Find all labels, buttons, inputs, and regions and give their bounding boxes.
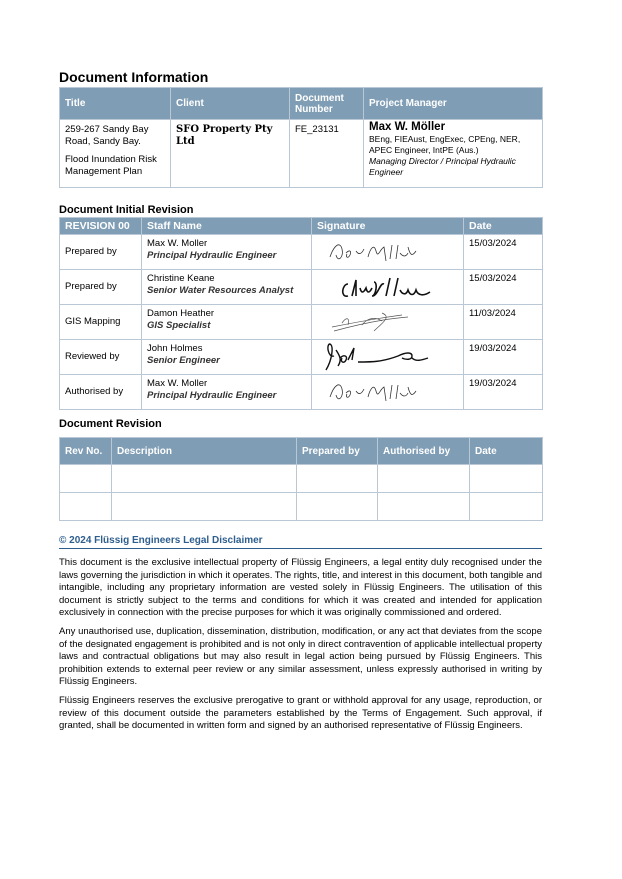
disclaimer-paragraph: Flüssig Engineers reserves the exclusive prerogative to grant or withhold approval for any usage, reproduction, or review of this document outside the parameters established by the Terms of Engagement. Such approval, if granted, shall be documented in written form and signed by an authorised representative of Flüssig Engineers.	[59, 694, 542, 732]
date-cell: 15/03/2024	[464, 235, 543, 270]
staff-title: GIS Specialist	[147, 320, 211, 331]
disclaimer-paragraph: This document is the exclusive intellectual property of Flüssig Engineers, a legal entity duly recognised under the laws governing the jurisdiction in which it operates. The rights, title, and interest in this document, both tangible and intangible, including any proprietary information are vested solely in Flüssig Engineers. The utilisation of this document is strictly subject to the terms and conditions for which it was created and intended for application exclusively in connection with the precise purposes for which it was originally commissioned and ordered.	[59, 557, 543, 619]
role-cell: Authorised by	[60, 375, 142, 410]
staff-title: Principal Hydraulic Engineer	[147, 390, 277, 401]
signature-cell	[312, 270, 464, 305]
staff-cell	[142, 270, 312, 305]
table-row	[60, 465, 543, 493]
document-page	[59, 68, 542, 739]
role-cell: Prepared by	[60, 235, 142, 270]
col-client: Client	[171, 88, 290, 120]
doc-number-cell: FE_23131	[290, 120, 364, 188]
pm-role: Managing Director / Principal Hydraulic Engineer	[369, 156, 516, 177]
col-rev-date: Date	[470, 438, 543, 465]
col-project-manager: Project Manager	[364, 88, 543, 120]
date-cell: 19/03/2024	[464, 375, 543, 410]
col-revision: REVISION 00	[60, 218, 142, 235]
col-date: Date	[464, 218, 543, 235]
disclaimer-title: © 2024 Flüssig Engineers Legal Disclaimer	[59, 535, 542, 549]
legal-disclaimer	[59, 535, 542, 733]
doc-info-header-row	[60, 88, 543, 120]
staff-cell	[142, 375, 312, 410]
staff-name: Christine Keane	[147, 273, 215, 284]
signature-cell	[312, 340, 464, 375]
disclaimer-paragraph: Any unauthorised use, duplication, dissemination, distribution, modification, or any act that deviates from the scope of the designated engagement is prohibited and is not only in direct contravention of applicable intellectual property laws and contractual obligations but may also result in legal action being pursued by Flüssig Engineers. This prohibition extends to external peer review or any similar assessment, unless expressly authorised in writing by Flüssig Engineers.	[59, 625, 542, 688]
document-revision-table	[59, 437, 543, 521]
revision-header-row	[60, 438, 543, 465]
doc-info-heading: Document Information	[59, 69, 209, 85]
col-description: Description	[112, 438, 297, 465]
initial-revision-header-row	[60, 218, 543, 235]
signature-cell	[312, 235, 464, 270]
col-rev-no: Rev No.	[60, 438, 112, 465]
date-cell: 11/03/2024	[464, 305, 543, 340]
staff-cell	[142, 235, 312, 270]
staff-cell	[142, 305, 312, 340]
title-plan: Flood Inundation Risk Management Plan	[65, 154, 157, 177]
table-row	[60, 375, 543, 410]
role-cell: Prepared by	[60, 270, 142, 305]
signature-cell	[312, 305, 464, 340]
signature-cell	[312, 375, 464, 410]
staff-name: Max W. Moller	[147, 378, 208, 389]
initial-revision-heading: Document Initial Revision	[59, 204, 194, 216]
document-revision-heading: Document Revision	[59, 418, 162, 430]
signature-image	[312, 375, 462, 409]
role-cell: Reviewed by	[60, 340, 142, 375]
staff-name: John Holmes	[147, 343, 203, 354]
signature-image	[312, 235, 462, 269]
doc-info-row	[60, 120, 543, 188]
date-cell: 19/03/2024	[464, 340, 543, 375]
col-staff-name: Staff Name	[142, 218, 312, 235]
date-cell: 15/03/2024	[464, 270, 543, 305]
table-row	[60, 235, 543, 270]
signature-image	[312, 340, 462, 374]
table-row	[60, 270, 543, 305]
table-row	[60, 493, 543, 521]
col-authorised-by: Authorised by	[378, 438, 470, 465]
table-row	[60, 340, 543, 375]
staff-name: Damon Heather	[147, 308, 215, 319]
pm-cell	[364, 120, 543, 188]
staff-title: Senior Engineer	[147, 355, 220, 366]
pm-qualifications: BEng, FIEAust, EngExec, CPEng, NER, APEC Engineer, IntPE (Aus.)	[369, 134, 521, 155]
col-title: Title	[60, 88, 171, 120]
title-cell	[60, 120, 171, 188]
doc-info-table	[59, 87, 543, 188]
initial-revision-table	[59, 217, 543, 410]
table-row	[60, 305, 543, 340]
title-address: 259-267 Sandy Bay Road, Sandy Bay.	[65, 124, 149, 147]
staff-title: Senior Water Resources Analyst	[147, 285, 294, 296]
client-cell: SFO Property Pty Ltd	[171, 120, 290, 188]
staff-cell	[142, 340, 312, 375]
role-cell: GIS Mapping	[60, 305, 142, 340]
signature-image	[312, 270, 462, 304]
staff-title: Principal Hydraulic Engineer	[147, 250, 277, 261]
pm-name: Max W. Möller	[369, 121, 446, 133]
col-doc-number: Document Number	[290, 88, 364, 120]
col-signature: Signature	[312, 218, 464, 235]
col-prepared-by: Prepared by	[297, 438, 378, 465]
signature-image	[312, 305, 462, 339]
staff-name: Max W. Moller	[147, 238, 208, 249]
